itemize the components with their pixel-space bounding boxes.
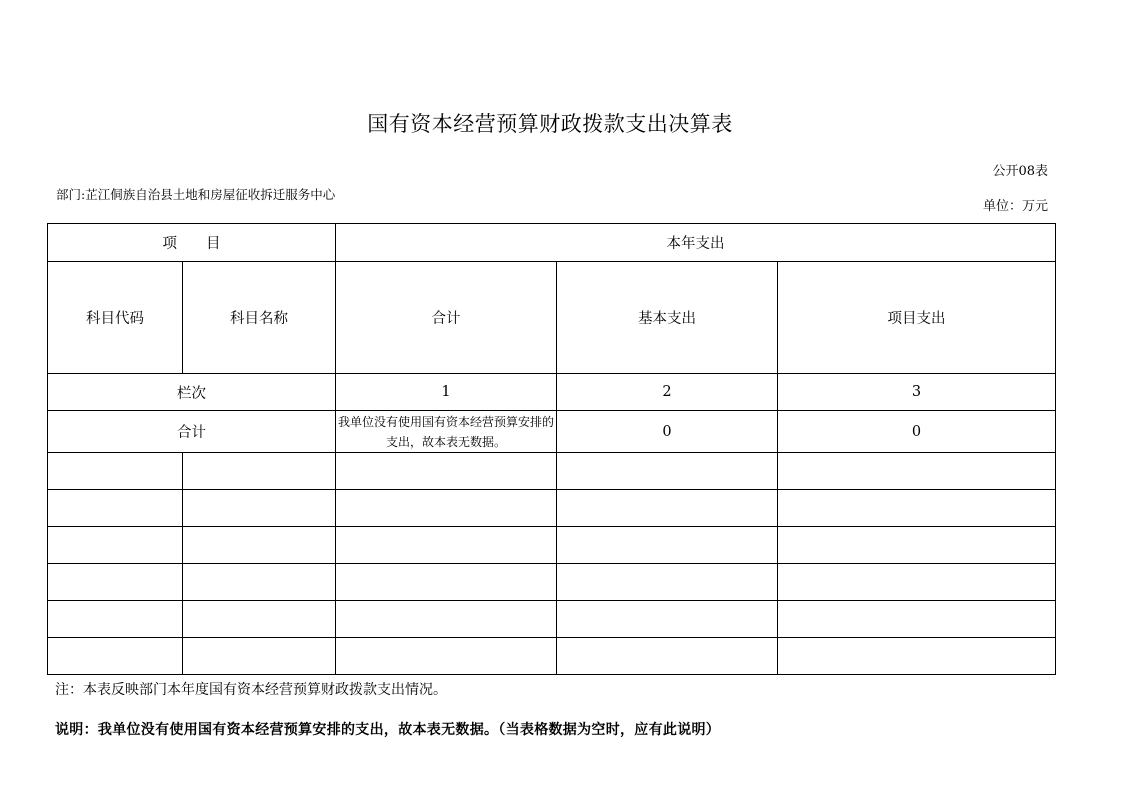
empty-cell	[48, 564, 183, 601]
table-row	[48, 453, 1056, 490]
col-project-expenditure: 项目支出	[778, 262, 1056, 374]
explanation: 说明：我单位没有使用国有资本经营预算安排的支出，故本表无数据。（当表格数据为空时，应有此说明）	[55, 722, 721, 738]
empty-cell	[778, 564, 1056, 601]
col-total: 合计	[336, 262, 557, 374]
row-index-label: 栏次	[48, 374, 336, 411]
total-basic: 0	[557, 411, 778, 453]
table-row	[48, 564, 1056, 601]
empty-cell	[48, 527, 183, 564]
table-row	[48, 638, 1056, 675]
col-subject-code: 科目代码	[48, 262, 183, 374]
empty-cell	[778, 601, 1056, 638]
empty-cell	[183, 638, 336, 675]
empty-cell	[183, 527, 336, 564]
table-row	[48, 601, 1056, 638]
empty-cell	[557, 527, 778, 564]
form-number: 公开08表	[992, 164, 1048, 179]
unit-label: 单位：万元	[982, 199, 1048, 214]
header-item: 项 目	[48, 224, 336, 262]
total-project: 0	[778, 411, 1056, 453]
empty-cell	[336, 601, 557, 638]
empty-cell	[183, 453, 336, 490]
table-row	[48, 490, 1056, 527]
empty-cell	[48, 601, 183, 638]
row-index	[48, 374, 1056, 411]
empty-cell	[48, 638, 183, 675]
col-subject-name: 科目名称	[183, 262, 336, 374]
empty-cell	[557, 601, 778, 638]
empty-cell	[557, 564, 778, 601]
header-current-year: 本年支出	[336, 224, 1056, 262]
empty-cell	[557, 638, 778, 675]
empty-cell	[183, 564, 336, 601]
empty-cell	[48, 453, 183, 490]
total-note: 我单位没有使用国有资本经营预算安排的支出，故本表无数据。	[336, 411, 557, 453]
empty-cell	[336, 490, 557, 527]
header-row-1	[48, 224, 1056, 262]
empty-cell	[183, 601, 336, 638]
col-basic-expenditure: 基本支出	[557, 262, 778, 374]
empty-cell	[778, 453, 1056, 490]
page-title: 国有资本经营预算财政拨款支出决算表	[367, 112, 733, 136]
empty-cell	[778, 638, 1056, 675]
empty-cell	[557, 453, 778, 490]
empty-cell	[336, 527, 557, 564]
table-note: 注：本表反映部门本年度国有资本经营预算财政拨款支出情况。	[55, 682, 447, 698]
empty-cell	[778, 490, 1056, 527]
empty-cell	[48, 490, 183, 527]
empty-cell	[778, 527, 1056, 564]
row-index-1: 1	[336, 374, 557, 411]
empty-cell	[336, 638, 557, 675]
total-label: 合计	[48, 411, 336, 453]
table-row	[48, 527, 1056, 564]
row-total	[48, 411, 1056, 453]
header-row-2	[48, 262, 1056, 374]
row-index-3: 3	[778, 374, 1056, 411]
empty-cell	[183, 490, 336, 527]
empty-cell	[336, 453, 557, 490]
department-label: 部门:芷江侗族自治县土地和房屋征收拆迁服务中心	[56, 187, 336, 202]
row-index-2: 2	[557, 374, 778, 411]
expenditure-table	[47, 223, 1056, 675]
empty-cell	[557, 490, 778, 527]
empty-cell	[336, 564, 557, 601]
